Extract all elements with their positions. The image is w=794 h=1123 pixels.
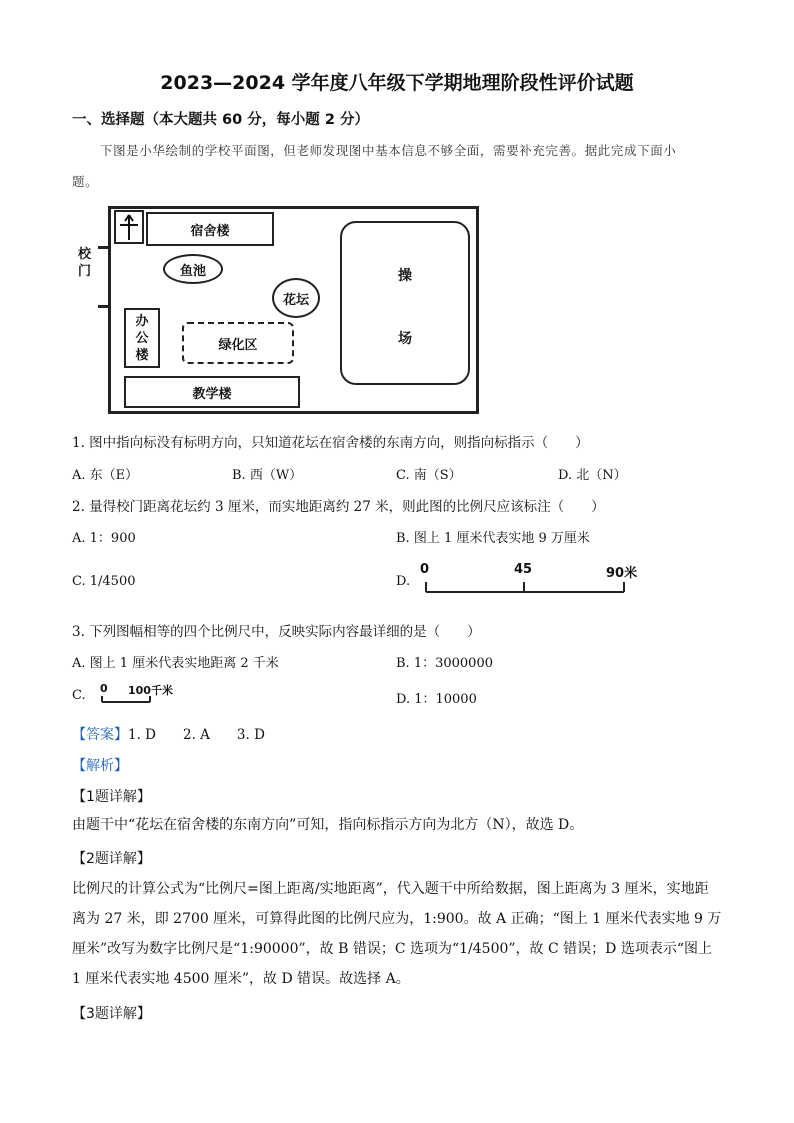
school-plan-figure — [78, 206, 477, 412]
playground-label-1: 操 — [398, 268, 412, 284]
section-heading: 一、选择题（本大题共 60 分，每小题 2 分） — [72, 112, 369, 128]
dormitory-building: 宿舍楼 — [146, 212, 274, 246]
playground — [340, 221, 470, 385]
question-1-option-c: C. 南（S） — [396, 468, 462, 483]
question-3-option-d: D. 1：10000 — [396, 692, 477, 707]
line-scale-90m — [420, 562, 645, 602]
q3-detail-tag: 【3题详解】 — [72, 1006, 151, 1022]
line-scale-100km — [98, 682, 188, 708]
gate-wall-top — [98, 246, 108, 249]
q2-detail-tag: 【2题详解】 — [72, 851, 151, 867]
scale-label-100km: 100千米 — [128, 684, 173, 697]
question-2-option-d: D. — [396, 574, 411, 589]
green-area: 绿化区 — [182, 322, 294, 364]
question-3-stem: 3. 下列图幅相等的四个比例尺中，反映实际内容最详细的是（ ） — [72, 624, 481, 640]
scale-bar-line — [98, 694, 158, 706]
answer-tag: 【答案】 — [72, 727, 128, 743]
direction-arrow-icon — [114, 210, 144, 244]
fish-pond: 鱼池 — [163, 254, 223, 284]
playground-label-2: 场 — [398, 331, 412, 347]
question-3-option-c: C. — [72, 688, 86, 703]
question-1-stem: 1. 图中指向标没有标明方向，只知道花坛在宿舍楼的东南方向，则指向标指示（ ） — [72, 435, 589, 451]
scale-label-45: 45 — [514, 562, 533, 577]
q1-detail-tag: 【1题详解】 — [72, 789, 151, 805]
scale-label-0: 0 — [420, 562, 430, 577]
question-3-option-b: B. 1：3000000 — [396, 656, 493, 671]
scale-bar-line — [420, 578, 645, 598]
office-building: 办 公 楼 — [124, 308, 160, 368]
question-2-option-c: C. 1/4500 — [72, 574, 136, 589]
answer-values: 1. D 2. A 3. D — [128, 727, 265, 743]
question-1-option-b: B. 西（W） — [232, 468, 303, 483]
question-3-option-a: A. 图上 1 厘米代表实地距离 2 千米 — [72, 656, 279, 671]
gate-label: 校 门 — [78, 247, 92, 279]
teaching-building: 教学楼 — [124, 376, 300, 408]
question-2-option-b: B. 图上 1 厘米代表实地 9 万厘米 — [396, 531, 590, 546]
gate-wall-bottom — [98, 305, 108, 308]
scale-label-0: 0 — [100, 682, 108, 695]
question-1-option-a: A. 东（E） — [72, 468, 139, 483]
question-1-option-d: D. 北（N） — [558, 468, 627, 483]
flower-bed: 花坛 — [272, 278, 320, 318]
intro-text-line2: 题。 — [72, 174, 99, 189]
question-2-stem: 2. 量得校门距离花坛约 3 厘米，而实地距离约 27 米，则此图的比例尺应该标注（ ） — [72, 499, 605, 515]
scale-label-90: 90米 — [606, 566, 638, 581]
answer-line — [72, 723, 265, 744]
q2-detail-text: 比例尺的计算公式为“比例尺=图上距离/实地距离”，代入题干中所给数据，图上距离为 3 厘米，实地距离为 27 米，即 2700 厘米，可算得此图的比例尺应为，1:900。故 A 正确；“图上 1 厘米代表实地 9 万厘米”改写为数字比例尺是“1:90000”，故 B 错误；C 选项为“1/4500”，故 C 错误；D 选项表示“图上 1 厘米代表实地 4500 厘米”，故 D 错误。故选择 A。 — [72, 881, 722, 987]
analysis-tag: 【解析】 — [72, 758, 128, 774]
page-title: 2023—2024 学年度八年级下学期地理阶段性评价试题 — [160, 72, 634, 94]
question-2-option-a: A. 1：900 — [72, 531, 136, 546]
q1-detail-text: 由题干中“花坛在宿舍楼的东南方向”可知，指向标指示方向为北方（N），故选 D。 — [72, 817, 584, 833]
intro-text-line1: 下图是小华绘制的学校平面图，但老师发现图中基本信息不够全面，需要补充完善。据此完成下面小 — [100, 143, 677, 158]
